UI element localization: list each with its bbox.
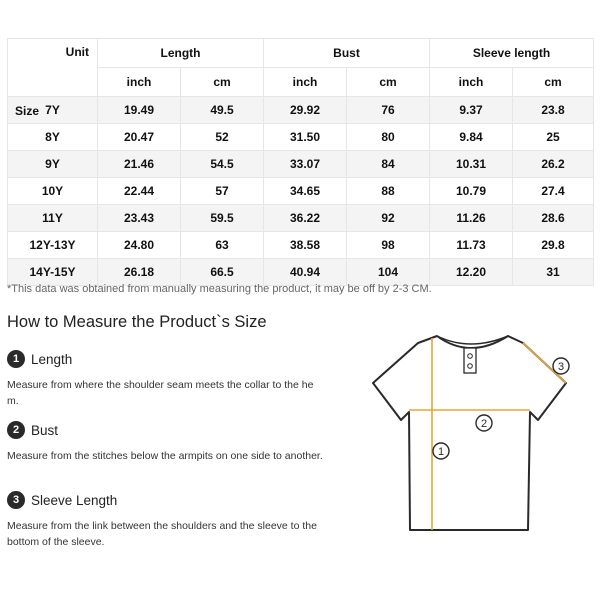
table-cell: 104 xyxy=(347,259,430,286)
marker-2 xyxy=(476,415,492,431)
table-cell: 11.26 xyxy=(430,205,513,232)
disclaimer-note: *This data was obtained from manually measuring the product, it may be off by 2-3 CM. xyxy=(7,283,432,295)
unit-header: Unit xyxy=(65,45,89,59)
table-cell: 23.43 xyxy=(98,205,181,232)
size-cell: 8Y xyxy=(8,124,98,151)
size-cell: 9Y xyxy=(8,151,98,178)
size-chart-table xyxy=(7,38,594,286)
step-sleeve-length xyxy=(7,490,327,550)
size-cell: 11Y xyxy=(8,205,98,232)
step-bust xyxy=(7,420,327,464)
size-header: Size xyxy=(15,104,40,118)
table-cell: 80 xyxy=(347,124,430,151)
table-row xyxy=(8,259,594,286)
sleeve-length-header: Sleeve length xyxy=(430,39,594,68)
table-row xyxy=(8,124,594,151)
table-cell: 29.8 xyxy=(513,232,594,259)
table-cell: 38.58 xyxy=(264,232,347,259)
table-cell: 66.5 xyxy=(181,259,264,286)
unit-subheader: inch xyxy=(430,68,513,97)
table-cell: 34.65 xyxy=(264,178,347,205)
size-cell: 12Y-13Y xyxy=(8,232,98,259)
table-cell: 33.07 xyxy=(264,151,347,178)
step-title: Sleeve Length xyxy=(31,492,118,508)
unit-subheader: cm xyxy=(347,68,430,97)
placket xyxy=(464,348,476,373)
table-cell: 9.37 xyxy=(430,97,513,124)
table-cell: 21.46 xyxy=(98,151,181,178)
table-cell: 19.49 xyxy=(98,97,181,124)
table-cell: 29.92 xyxy=(264,97,347,124)
table-cell: 84 xyxy=(347,151,430,178)
unit-subheader: inch xyxy=(264,68,347,97)
marker-label: 1 xyxy=(437,446,445,458)
table-cell: 76 xyxy=(347,97,430,124)
table-cell: 20.47 xyxy=(98,124,181,151)
marker-1 xyxy=(433,443,449,459)
step-description: Measure from where the shoulder seam meets the collar to the hem. xyxy=(7,379,314,407)
step-number-badge: 3 xyxy=(7,491,25,509)
table-cell: 59.5 xyxy=(181,205,264,232)
table-cell: 36.22 xyxy=(264,205,347,232)
table-cell: 28.6 xyxy=(513,205,594,232)
table-cell: 25 xyxy=(513,124,594,151)
table-cell: 88 xyxy=(347,178,430,205)
length-header: Length xyxy=(98,39,264,68)
table-cell: 40.94 xyxy=(264,259,347,286)
table-cell: 22.44 xyxy=(98,178,181,205)
table-cell: 92 xyxy=(347,205,430,232)
table-cell: 54.5 xyxy=(181,151,264,178)
unit-subheader: inch xyxy=(98,68,181,97)
table-row xyxy=(8,232,594,259)
size-cell: 10Y xyxy=(8,178,98,205)
table-cell: 31.50 xyxy=(264,124,347,151)
unit-subheader: cm xyxy=(513,68,594,97)
table-cell: 12.20 xyxy=(430,259,513,286)
step-title: Length xyxy=(31,351,73,367)
table-row xyxy=(8,178,594,205)
marker-label: 2 xyxy=(480,418,488,430)
size-cell: 14Y-15Y xyxy=(8,259,98,286)
table-cell: 27.4 xyxy=(513,178,594,205)
table-cell: 9.84 xyxy=(430,124,513,151)
table-cell: 57 xyxy=(181,178,264,205)
size-cell: 7Y xyxy=(8,97,98,124)
table-cell: 49.5 xyxy=(181,97,264,124)
table-cell: 98 xyxy=(347,232,430,259)
table-cell: 11.73 xyxy=(430,232,513,259)
step-number-badge: 2 xyxy=(7,421,25,439)
bust-header: Bust xyxy=(264,39,430,68)
step-length xyxy=(7,349,327,409)
unit-subheader: cm xyxy=(181,68,264,97)
measure-section-title: How to Measure the Product`s Size xyxy=(7,313,267,331)
table-row xyxy=(8,205,594,232)
marker-label: 3 xyxy=(557,361,565,373)
table-row xyxy=(8,151,594,178)
step-number-badge: 1 xyxy=(7,350,25,368)
table-cell: 52 xyxy=(181,124,264,151)
step-description: Measure from the stitches below the armpits on one side to another. xyxy=(7,450,323,462)
table-cell: 24.80 xyxy=(98,232,181,259)
table-cell: 63 xyxy=(181,232,264,259)
table-row xyxy=(8,97,594,124)
table-cell: 10.79 xyxy=(430,178,513,205)
table-cell: 26.2 xyxy=(513,151,594,178)
table-cell: 10.31 xyxy=(430,151,513,178)
table-cell: 23.8 xyxy=(513,97,594,124)
marker-3 xyxy=(553,358,569,374)
table-cell: 31 xyxy=(513,259,594,286)
table-cell: 26.18 xyxy=(98,259,181,286)
tshirt-diagram xyxy=(360,325,595,560)
step-description: Measure from the link between the shoulders and the sleeve to the bottom of the sleeve. xyxy=(7,520,317,548)
step-title: Bust xyxy=(31,422,59,438)
